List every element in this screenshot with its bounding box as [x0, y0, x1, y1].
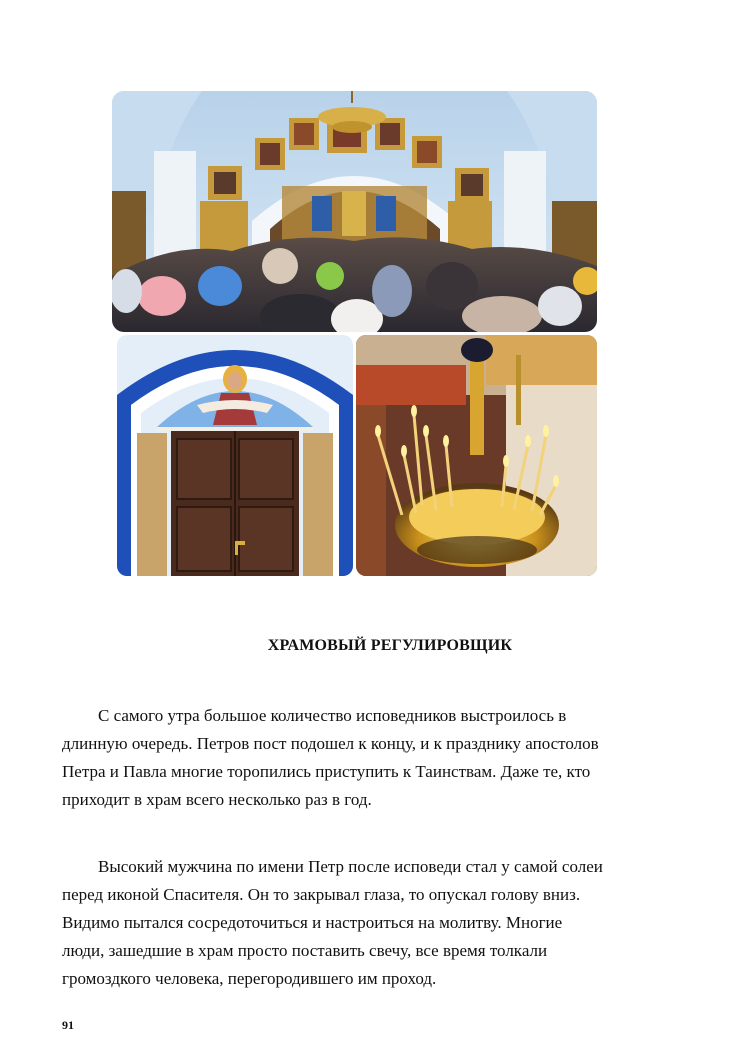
- page-number: 91: [62, 1018, 74, 1032]
- church-interior-photo: [112, 91, 597, 332]
- paragraph-line: Высокий мужчина по имени Петр после исповеди стал у самой солеи: [98, 857, 603, 876]
- paragraph-1: [62, 702, 682, 814]
- paragraph-line: приходит в храм всего несколько раз в год.: [62, 790, 372, 809]
- paragraph-line: Петра и Павла многие торопились приступить к Таинствам. Даже те, кто: [62, 762, 591, 781]
- church-interior-photo-icon: [112, 91, 597, 332]
- church-door-photo: [117, 335, 353, 576]
- candle-stand-photo: [356, 335, 597, 576]
- candle-stand-photo-icon: [356, 335, 597, 576]
- paragraph-line: длинную очередь. Петров пост подошел к концу, и к празднику апостолов: [62, 734, 599, 753]
- paragraph-line: С самого утра большое количество исповедников выстроилось в: [98, 706, 567, 725]
- church-door-photo-icon: [117, 335, 353, 576]
- paragraph-2: [62, 853, 682, 993]
- paragraph-line: Видимо пытался сосредоточиться и настроиться на молитву. Многие: [62, 913, 563, 932]
- paragraph-line: громоздкого человека, перегородившего им проход.: [62, 969, 437, 988]
- paragraph-line: люди, зашедшие в храм просто поставить свечу, все время толкали: [62, 941, 548, 960]
- article-title: ХРАМОВЫЙ РЕГУЛИРОВЩИК: [267, 637, 513, 654]
- paragraph-line: перед иконой Спасителя. Он то закрывал глаза, то опускал голову вниз.: [62, 885, 581, 904]
